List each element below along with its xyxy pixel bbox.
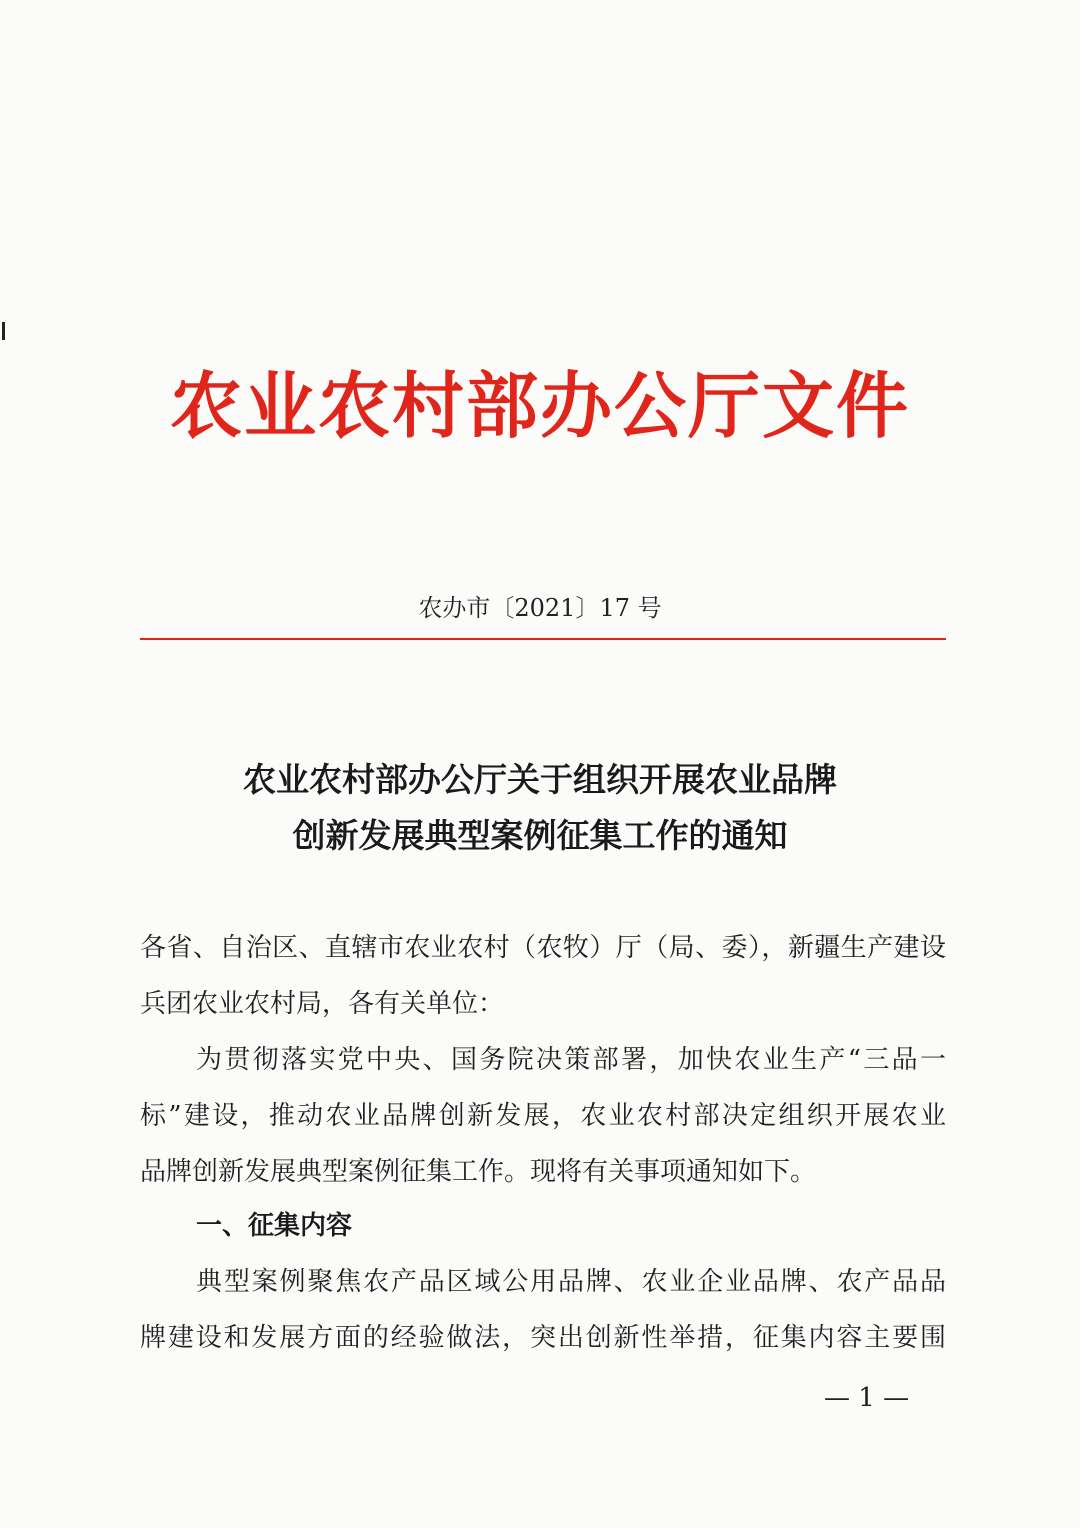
addressee-line-2: 兵团农业农村局，各有关单位： — [140, 989, 505, 1019]
red-divider-line — [140, 638, 946, 640]
page-number: — 1 — — [824, 1383, 910, 1413]
addressee-line-1: 各省、自治区、直辖市农业农村（农牧）厅（局、委），新疆生产建设 — [140, 933, 946, 963]
paragraph-1-line-2: 标”建设，推动农业品牌创新发展，农业农村部决定组织开展农业 — [140, 1101, 946, 1131]
document-number: 农办市〔2021〕17 号 — [418, 594, 662, 622]
scan-edge-mark — [2, 322, 5, 340]
section-heading-1: 一、征集内容 — [196, 1211, 353, 1241]
paragraph-2-line-1: 典型案例聚焦农产品区域公用品牌、农业企业品牌、农产品品 — [196, 1267, 946, 1297]
document-title-line-2: 创新发展典型案例征集工作的通知 — [292, 816, 788, 855]
paragraph-1-line-1: 为贯彻落实党中央、国务院决策部署，加快农业生产“三品一 — [196, 1045, 946, 1075]
paragraph-1-line-3: 品牌创新发展典型案例征集工作。现将有关事项通知如下。 — [140, 1157, 817, 1187]
document-title-line-1: 农业农村部办公厅关于组织开展农业品牌 — [243, 760, 837, 799]
paragraph-2-line-2: 牌建设和发展方面的经验做法，突出创新性举措，征集内容主要围 — [140, 1323, 946, 1353]
document-masthead: 农业农村部办公厅文件 — [169, 363, 910, 448]
